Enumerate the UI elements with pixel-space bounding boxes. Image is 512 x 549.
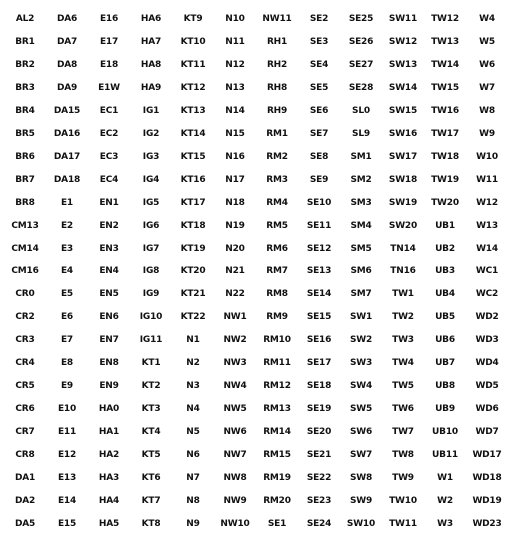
postcode-cell: RM7 (266, 266, 288, 277)
postcode-cell: CR7 (15, 426, 35, 437)
postcode-cell: NW9 (223, 495, 247, 506)
postcode-cell: UB2 (435, 243, 455, 254)
postcode-cell: EN8 (99, 358, 119, 369)
postcode-cell: N9 (186, 518, 200, 529)
postcode-cell: IG1 (142, 106, 160, 117)
postcode-cell: W14 (476, 243, 498, 254)
postcode-cell: TW12 (431, 14, 459, 25)
postcode-cell: SM6 (350, 266, 372, 277)
postcode-cell: BR8 (15, 197, 35, 208)
postcode-cell: SE7 (309, 129, 329, 140)
postcode-cell: UB11 (432, 449, 458, 460)
postcode-cell: RM9 (266, 312, 288, 323)
postcode-cell: WD5 (475, 381, 499, 392)
postcode-cell: SM4 (350, 220, 372, 231)
postcode-cell: SE16 (306, 335, 332, 346)
postcode-cell: DA2 (14, 495, 36, 506)
postcode-cell: N2 (186, 358, 200, 369)
postcode-cell: W5 (479, 37, 495, 48)
postcode-cell: KT10 (180, 37, 206, 48)
postcode-cell: HA6 (140, 14, 162, 25)
postcode-cell: KT15 (180, 151, 206, 162)
postcode-cell: TW15 (431, 83, 459, 94)
postcode-cell: HA0 (98, 403, 120, 414)
postcode-cell: SW11 (388, 14, 418, 25)
postcode-cell: SL0 (352, 106, 370, 117)
postcode-cell: E16 (99, 14, 119, 25)
postcode-cell: EN1 (99, 197, 119, 208)
postcode-cell: N16 (225, 151, 245, 162)
postcode-cell: KT5 (141, 449, 161, 460)
postcode-cell: N17 (225, 174, 245, 185)
postcode-cell: IG4 (142, 174, 160, 185)
postcode-cell: SE13 (306, 266, 332, 277)
postcode-cell: WC1 (475, 266, 499, 277)
postcode-cell: SW7 (349, 449, 373, 460)
postcode-cell: WD7 (475, 426, 499, 437)
postcode-cell: SE4 (309, 60, 329, 71)
postcode-cell: KT17 (180, 197, 206, 208)
postcode-cell: W13 (476, 220, 498, 231)
postcode-cell: KT14 (180, 129, 206, 140)
postcode-cell: UB3 (435, 266, 455, 277)
postcode-cell: W11 (476, 174, 498, 185)
postcode-cell: HA7 (140, 37, 162, 48)
postcode-cell: RM2 (266, 151, 288, 162)
postcode-cell: EN9 (99, 381, 119, 392)
postcode-cell: IG10 (139, 312, 163, 323)
postcode-cell: SW19 (388, 197, 418, 208)
postcode-cell: SW10 (346, 518, 376, 529)
postcode-cell: E7 (60, 335, 73, 346)
postcode-cell: E6 (60, 312, 73, 323)
postcode-cell: E13 (57, 472, 77, 483)
postcode-cell: RM12 (263, 381, 291, 392)
postcode-cell: EN5 (99, 289, 119, 300)
postcode-cell: UB7 (435, 358, 455, 369)
postcode-cell: KT18 (180, 220, 206, 231)
postcode-cell: TW17 (431, 129, 459, 140)
postcode-cell: RH8 (266, 83, 288, 94)
postcode-cell: W3 (437, 518, 453, 529)
postcode-cell: RM5 (266, 220, 288, 231)
postcode-cell: KT12 (180, 83, 206, 94)
postcode-cell: EC1 (99, 106, 119, 117)
postcode-cell: SM2 (350, 174, 372, 185)
postcode-cell: IG3 (142, 151, 160, 162)
postcode-cell: WD2 (475, 312, 499, 323)
postcode-cell: RM3 (266, 174, 288, 185)
postcode-cell: E11 (57, 426, 77, 437)
postcode-cell: SE8 (309, 151, 329, 162)
postcode-cell: E17 (99, 37, 119, 48)
postcode-cell: N6 (186, 449, 200, 460)
postcode-cell: CR4 (15, 358, 35, 369)
postcode-cell: EN2 (99, 220, 119, 231)
postcode-cell: RH9 (266, 106, 288, 117)
postcode-cell: N21 (225, 266, 245, 277)
postcode-cell: N18 (225, 197, 245, 208)
postcode-cell: TW20 (431, 197, 459, 208)
postcode-cell: DA15 (53, 106, 81, 117)
postcode-cell: SE20 (306, 426, 332, 437)
postcode-cell: IG7 (142, 243, 160, 254)
postcode-cell: KT16 (180, 174, 206, 185)
postcode-cell: W2 (437, 495, 453, 506)
postcode-cell: HA2 (98, 449, 120, 460)
postcode-cell: WD23 (472, 518, 502, 529)
postcode-cell: N5 (186, 426, 200, 437)
postcode-cell: SE15 (306, 312, 332, 323)
postcode-cell: W10 (476, 151, 498, 162)
postcode-cell: WD4 (475, 358, 499, 369)
postcode-cell: E5 (60, 289, 73, 300)
postcode-cell: NW7 (223, 449, 247, 460)
postcode-cell: UB8 (435, 381, 455, 392)
postcode-cell: E1 (60, 197, 73, 208)
postcode-cell: CM16 (11, 266, 39, 277)
postcode-cell: CM13 (11, 220, 39, 231)
postcode-cell: NW2 (223, 335, 247, 346)
postcode-cell: IG8 (142, 266, 160, 277)
postcode-cell: E9 (60, 381, 73, 392)
postcode-cell: SW6 (349, 426, 373, 437)
postcode-cell: SE22 (306, 472, 332, 483)
postcode-cell: AL2 (15, 14, 35, 25)
postcode-cell: KT2 (141, 381, 161, 392)
postcode-cell: SW16 (388, 129, 418, 140)
postcode-cell: HA9 (140, 83, 162, 94)
postcode-cell: WD19 (472, 495, 502, 506)
postcode-cell: SE3 (309, 37, 329, 48)
postcode-cell: SW13 (388, 60, 418, 71)
postcode-cell: KT7 (141, 495, 161, 506)
postcode-cell: W9 (479, 129, 495, 140)
postcode-cell: N12 (225, 60, 245, 71)
postcode-cell: BR7 (15, 174, 35, 185)
postcode-cell: SE23 (306, 495, 332, 506)
postcode-cell: HA8 (140, 60, 162, 71)
postcode-cell: BR4 (15, 106, 35, 117)
postcode-cell: RH2 (266, 60, 288, 71)
postcode-cell: DA16 (53, 129, 81, 140)
postcode-cell: WD3 (475, 335, 499, 346)
postcode-cell: E2 (60, 220, 73, 231)
postcode-cell: N19 (225, 220, 245, 231)
postcode-cell: IG2 (142, 129, 160, 140)
postcode-cell: SE9 (309, 174, 329, 185)
postcode-cell: KT11 (180, 60, 206, 71)
postcode-cell: KT19 (180, 243, 206, 254)
postcode-cell: DA17 (53, 151, 81, 162)
postcode-cell: NW4 (223, 381, 247, 392)
postcode-cell: UB6 (435, 335, 455, 346)
postcode-cell: SW8 (349, 472, 373, 483)
postcode-cell: WC2 (475, 289, 499, 300)
postcode-cell: RM6 (266, 243, 288, 254)
postcode-cell: SE2 (309, 14, 329, 25)
postcode-cell: UB5 (435, 312, 455, 323)
postcode-cell: N7 (186, 472, 200, 483)
postcode-cell: EN6 (99, 312, 119, 323)
postcode-cell: N8 (186, 495, 200, 506)
postcode-cell: NW11 (262, 14, 292, 25)
postcode-cell: DA8 (56, 60, 78, 71)
postcode-cell: NW3 (223, 358, 247, 369)
postcode-cell: SW9 (349, 495, 373, 506)
postcode-cell: TW4 (392, 358, 414, 369)
postcode-cell: E1W (98, 83, 120, 94)
postcode-cell: KT4 (141, 426, 161, 437)
postcode-cell: SW14 (388, 83, 418, 94)
postcode-cell: SW18 (388, 174, 418, 185)
postcode-cell: CR3 (15, 335, 35, 346)
postcode-cell: SM3 (350, 197, 372, 208)
postcode-cell: TW5 (392, 381, 414, 392)
postcode-cell: EN3 (99, 243, 119, 254)
postcode-cell: IG9 (142, 289, 160, 300)
postcode-cell: SE24 (306, 518, 332, 529)
postcode-cell: SW12 (388, 37, 418, 48)
postcode-cell: BR3 (15, 83, 35, 94)
postcode-cell: RM20 (263, 495, 291, 506)
postcode-cell: BR5 (15, 129, 35, 140)
postcode-cell: SE28 (348, 83, 374, 94)
postcode-cell: TW2 (392, 312, 414, 323)
postcode-cell: SW17 (388, 151, 418, 162)
postcode-cell: SE26 (348, 37, 374, 48)
postcode-cell: E4 (60, 266, 73, 277)
postcode-cell: WD18 (472, 472, 502, 483)
postcode-cell: N10 (225, 14, 245, 25)
postcode-cell: SM7 (350, 289, 372, 300)
postcode-cell: DA1 (14, 472, 36, 483)
postcode-cell: N15 (225, 129, 245, 140)
postcode-cell: N13 (225, 83, 245, 94)
postcode-cell: EC4 (99, 174, 119, 185)
postcode-cell: RM4 (266, 197, 288, 208)
postcode-cell: E8 (60, 358, 73, 369)
postcode-cell: EN7 (99, 335, 119, 346)
postcode-cell: TN14 (390, 243, 416, 254)
postcode-cell: TW11 (389, 518, 417, 529)
postcode-cell: SE21 (306, 449, 332, 460)
postcode-cell: TW16 (431, 106, 459, 117)
postcode-cell: EC3 (99, 151, 119, 162)
postcode-cell: TW6 (392, 403, 414, 414)
postcode-cell: SE11 (306, 220, 332, 231)
postcode-cell: N3 (186, 381, 200, 392)
postcode-cell: TW7 (392, 426, 414, 437)
postcode-cell: UB1 (435, 220, 455, 231)
postcode-cell: EN4 (99, 266, 119, 277)
postcode-cell: CR6 (15, 403, 35, 414)
postcode-cell: SE1 (267, 518, 287, 529)
postcode-cell: W6 (479, 60, 495, 71)
postcode-cell: E3 (60, 243, 73, 254)
postcode-cell: SW1 (349, 312, 373, 323)
postcode-cell: KT22 (180, 312, 206, 323)
postcode-cell: W7 (479, 83, 495, 94)
postcode-cell: HA3 (98, 472, 120, 483)
postcode-cell: SE17 (306, 358, 332, 369)
postcode-cell: KT13 (180, 106, 206, 117)
postcode-cell: TW14 (431, 60, 459, 71)
postcode-cell: TW1 (392, 289, 414, 300)
postcode-cell: CR2 (15, 312, 35, 323)
postcode-cell: DA18 (53, 174, 81, 185)
postcode-cell: CR5 (15, 381, 35, 392)
postcode-cell: HA5 (98, 518, 120, 529)
postcode-cell: NW10 (220, 518, 250, 529)
postcode-cell: RM15 (263, 449, 291, 460)
postcode-cell: SE27 (348, 60, 374, 71)
postcode-cell: BR1 (15, 37, 35, 48)
postcode-cell: SE14 (306, 289, 332, 300)
postcode-cell: E14 (57, 495, 77, 506)
postcode-cell: SE19 (306, 403, 332, 414)
postcode-cell: KT21 (180, 289, 206, 300)
postcode-cell: SE5 (309, 83, 329, 94)
postcode-cell: TW10 (389, 495, 417, 506)
postcode-cell: DA5 (14, 518, 36, 529)
postcode-cell: N20 (225, 243, 245, 254)
postcode-cell: SE10 (306, 197, 332, 208)
postcode-cell: BR2 (15, 60, 35, 71)
postcode-cell: SW2 (349, 335, 373, 346)
postcode-cell: N4 (186, 403, 200, 414)
postcode-cell: IG11 (139, 335, 163, 346)
postcode-cell: DA6 (56, 14, 78, 25)
postcode-cell: NW6 (223, 426, 247, 437)
postcode-cell: TW19 (431, 174, 459, 185)
postcode-cell: SW20 (388, 220, 418, 231)
postcode-cell: WD17 (472, 449, 502, 460)
postcode-cell: KT9 (183, 14, 203, 25)
postcode-cell: SM5 (350, 243, 372, 254)
postcode-cell: DA7 (56, 37, 78, 48)
postcode-cell: W12 (476, 197, 498, 208)
postcode-cell: CR0 (15, 289, 35, 300)
postcode-cell: HA1 (98, 426, 120, 437)
postcode-cell: SM1 (350, 151, 372, 162)
postcode-cell: W8 (479, 106, 495, 117)
postcode-cell: TW3 (392, 335, 414, 346)
postcode-cell: EC2 (99, 129, 119, 140)
postcode-cell: BR6 (15, 151, 35, 162)
postcode-cell: RM8 (266, 289, 288, 300)
postcode-cell: TW13 (431, 37, 459, 48)
postcode-cell: SE6 (309, 106, 329, 117)
postcode-cell: HA4 (98, 495, 120, 506)
postcode-cell: TW8 (392, 449, 414, 460)
postcode-cell: E15 (57, 518, 77, 529)
postcode-cell: RM19 (263, 472, 291, 483)
postcode-cell: SW5 (349, 403, 373, 414)
postcode-cell: UB4 (435, 289, 455, 300)
postcode-cell: RM13 (263, 403, 291, 414)
postcode-cell: RM1 (266, 129, 288, 140)
postcode-cell: NW1 (223, 312, 247, 323)
postcode-cell: E12 (57, 449, 77, 460)
postcode-cell: UB10 (432, 426, 458, 437)
postcode-cell: SW3 (349, 358, 373, 369)
postcode-cell: UB9 (435, 403, 455, 414)
postcode-cell: E18 (99, 60, 119, 71)
postcode-cell: W1 (437, 472, 453, 483)
postcode-cell: N1 (186, 335, 200, 346)
postcode-cell: KT1 (141, 358, 161, 369)
postcode-cell: KT8 (141, 518, 161, 529)
postcode-cell: E10 (57, 403, 77, 414)
postcode-cell: SE25 (348, 14, 374, 25)
postcode-cell: NW5 (223, 403, 247, 414)
postcode-cell: IG6 (142, 220, 160, 231)
postcode-cell: KT6 (141, 472, 161, 483)
postcode-cell: SE12 (306, 243, 332, 254)
postcode-cell: SW15 (388, 106, 418, 117)
postcode-cell: SL9 (352, 129, 370, 140)
postcode-cell: CR8 (15, 449, 35, 460)
postcode-cell: W4 (479, 14, 495, 25)
postcode-cell: TN16 (390, 266, 416, 277)
postcode-cell: KT3 (141, 403, 161, 414)
postcode-cell: N11 (225, 37, 245, 48)
postcode-cell: TW18 (431, 151, 459, 162)
postcode-cell: WD6 (475, 403, 499, 414)
postcode-cell: IG5 (142, 197, 160, 208)
postcode-cell: N22 (225, 289, 245, 300)
postcode-cell: RM14 (263, 426, 291, 437)
postcode-cell: SE18 (306, 381, 332, 392)
postcode-cell: TW9 (392, 472, 414, 483)
postcode-cell: NW8 (223, 472, 247, 483)
postcode-cell: N14 (225, 106, 245, 117)
postcode-cell: KT20 (180, 266, 206, 277)
postcode-cell: RM10 (263, 335, 291, 346)
postcode-cell: DA9 (56, 83, 78, 94)
postcode-cell: RM11 (263, 358, 291, 369)
postcode-cell: SW4 (349, 381, 373, 392)
postcode-cell: RH1 (266, 37, 288, 48)
postcode-cell: CM14 (11, 243, 39, 254)
